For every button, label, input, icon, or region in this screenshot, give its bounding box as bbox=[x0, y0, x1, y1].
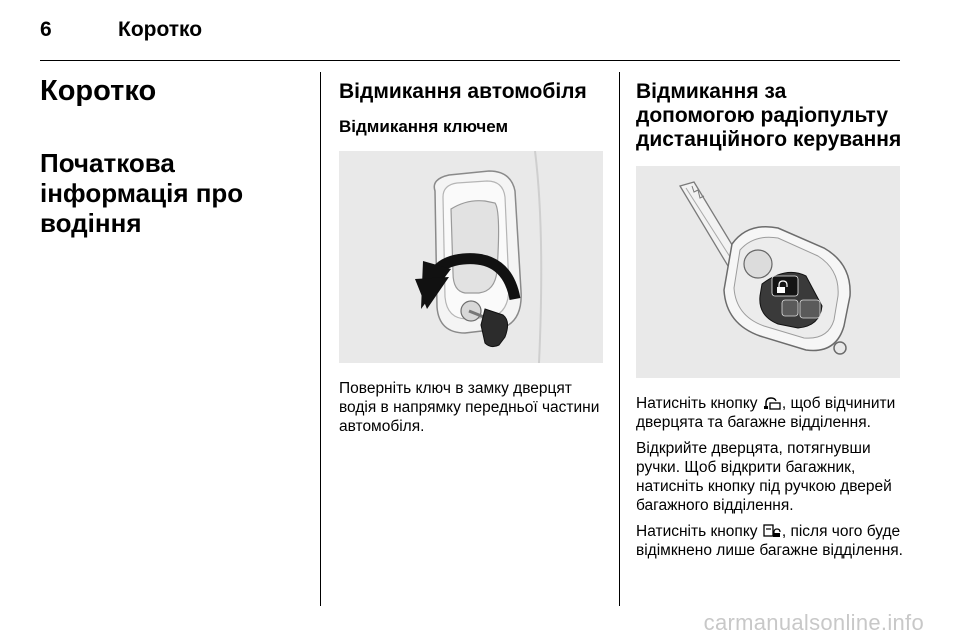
trunk-unlock-text-after: , після чого буде відімкнено лише багажне відділення. bbox=[636, 523, 903, 559]
column-3 bbox=[636, 80, 904, 560]
remote-unlock-instruction bbox=[636, 394, 904, 432]
trunk-unlock-text-before: Натисніть кнопку bbox=[636, 523, 758, 540]
watermark: carmanualsonline.info bbox=[703, 610, 924, 635]
section-title-unlock-vehicle: Відмикання автомобіля bbox=[339, 80, 587, 103]
key-unlock-illustration bbox=[339, 151, 603, 363]
column-divider-left bbox=[320, 72, 321, 606]
remote-unlock-text-after: , щоб відчинити дверцята та багажне відділення. bbox=[636, 395, 896, 431]
unlock-icon bbox=[763, 396, 781, 410]
header-rule bbox=[40, 60, 900, 61]
page-number: 6 bbox=[40, 18, 52, 41]
chapter-title: Коротко bbox=[40, 75, 157, 107]
chapter-subtitle: Початкова інформація про водіння bbox=[40, 148, 244, 238]
column-divider-right bbox=[619, 72, 620, 606]
remote-key-fob-illustration bbox=[636, 166, 900, 378]
key-fob-drawing bbox=[636, 166, 900, 378]
door-handle-key-drawing bbox=[339, 151, 603, 363]
open-doors-instruction: Відкрийте дверцята, потягнувши ручки. Щоб відкрити багажник, натисніть кнопку під ручкою дверей багажного відділення. bbox=[636, 440, 892, 514]
column-2 bbox=[339, 80, 603, 436]
unlock-with-key-instruction: Поверніть ключ в замку дверцят водія в напрямку передньої частини автомобіля. bbox=[339, 380, 600, 435]
running-head-title: Коротко bbox=[118, 18, 203, 41]
trunk-unlock-instruction bbox=[636, 522, 904, 560]
section-title-remote-unlock: Відмикання за допомогою радіопульту дистанційного керування bbox=[636, 80, 902, 151]
remote-unlock-text-before: Натисніть кнопку bbox=[636, 395, 758, 412]
subsection-title-unlock-with-key: Відмикання ключем bbox=[339, 117, 509, 136]
column-1 bbox=[40, 74, 312, 238]
trunk-unlock-icon bbox=[763, 524, 781, 538]
